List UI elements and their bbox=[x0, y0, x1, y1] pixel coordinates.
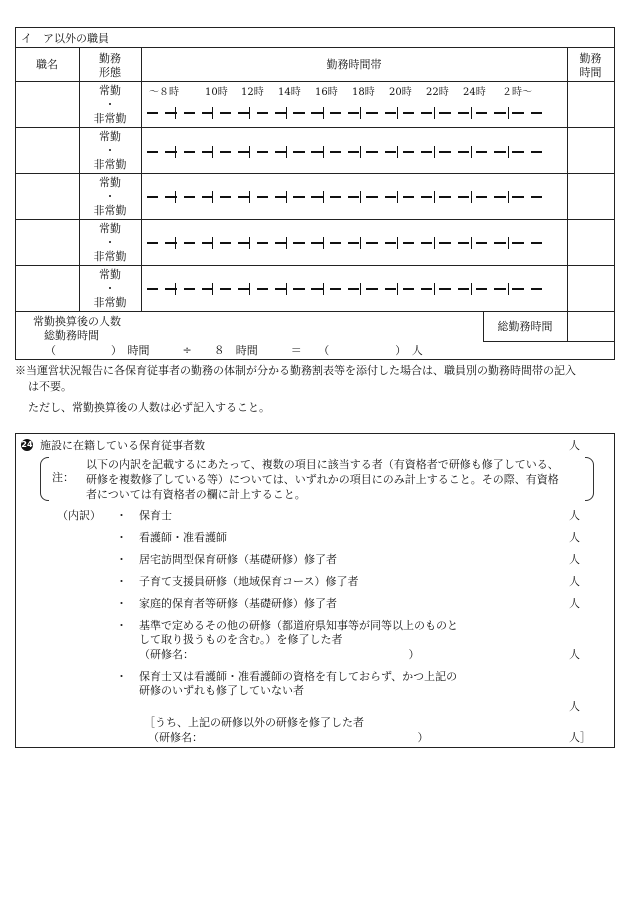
timeline-hour-tick bbox=[360, 146, 361, 158]
timeline-dash bbox=[421, 151, 432, 153]
time-label: 20時 bbox=[389, 87, 412, 98]
timeline-hour-tick bbox=[212, 146, 213, 158]
time-label: 12時 bbox=[241, 87, 264, 98]
timeline-hour-tick bbox=[175, 191, 176, 203]
timeline-dash bbox=[385, 112, 396, 114]
timeline-dash bbox=[366, 151, 377, 153]
note-bracket-left bbox=[40, 457, 49, 501]
timeline-hour-tick bbox=[360, 107, 361, 119]
timeline-dash bbox=[494, 151, 505, 153]
timeline-dash bbox=[293, 242, 304, 244]
timeline-dash bbox=[311, 151, 322, 153]
note-conversion: ただし、常勤換算後の人数は必ず記入すること。 bbox=[28, 401, 270, 414]
timeline-dash bbox=[494, 288, 505, 290]
timeline-hour-tick bbox=[397, 146, 398, 158]
timeline-hour-tick bbox=[360, 191, 361, 203]
type-full: 常勤 bbox=[99, 268, 121, 281]
timeline-dash bbox=[275, 112, 286, 114]
timeline-dash bbox=[421, 242, 432, 244]
timeline-dash bbox=[311, 112, 322, 114]
timeline-hour-tick bbox=[249, 237, 250, 249]
item-unqualified-sub-line1: ［うち、上記の研修以外の研修を修了した者 bbox=[144, 716, 364, 729]
breakdown-label: （内訳） bbox=[57, 509, 101, 522]
item-unit: 人 bbox=[569, 575, 580, 588]
timeline-dash bbox=[275, 242, 286, 244]
timeline-hour-tick bbox=[397, 283, 398, 295]
timeline-dash bbox=[476, 151, 487, 153]
type-full: 常勤 bbox=[99, 176, 121, 189]
note-attachment-cont: は不要。 bbox=[28, 380, 72, 393]
header-type-line2: 形態 bbox=[99, 66, 121, 79]
timeline-dash bbox=[348, 242, 359, 244]
timeline-dash bbox=[385, 151, 396, 153]
item-unit: 人 bbox=[569, 509, 580, 522]
timeline-dash bbox=[531, 151, 542, 153]
timeline-dash bbox=[147, 196, 158, 198]
timeline-hour-tick bbox=[212, 283, 213, 295]
timeline-dash bbox=[476, 196, 487, 198]
type-dot: ・ bbox=[104, 98, 116, 111]
item-unit: 人 bbox=[569, 700, 580, 713]
item-number-badge: 24 bbox=[21, 440, 33, 449]
item-family-childcare-training: 家庭的保育者等研修（基礎研修）修了者 bbox=[139, 597, 337, 610]
timeline-dash bbox=[458, 112, 469, 114]
timeline-dash bbox=[494, 242, 505, 244]
timeline-dash bbox=[348, 112, 359, 114]
timeline-dash bbox=[348, 151, 359, 153]
timeline-dash bbox=[348, 288, 359, 290]
timeline-dash bbox=[275, 288, 286, 290]
timeline-dash bbox=[257, 112, 268, 114]
time-band-line[interactable] bbox=[147, 106, 549, 120]
timeline-dash bbox=[512, 151, 523, 153]
timeline-dash bbox=[311, 196, 322, 198]
timeline-hour-tick bbox=[323, 237, 324, 249]
name-cell[interactable] bbox=[16, 174, 79, 219]
timeline-dash bbox=[238, 196, 249, 198]
timeline-dash bbox=[403, 196, 414, 198]
timeline-dash bbox=[293, 151, 304, 153]
hours-cell[interactable] bbox=[568, 82, 614, 127]
header-type-line1: 勤務 bbox=[99, 52, 121, 65]
timeline-dash bbox=[512, 196, 523, 198]
hours-cell[interactable] bbox=[568, 266, 614, 311]
timeline-dash bbox=[275, 196, 286, 198]
timeline-dash bbox=[385, 242, 396, 244]
timeline-dash bbox=[330, 288, 341, 290]
total-hours-label: 総勤務時間 bbox=[497, 320, 553, 333]
timeline-hour-tick bbox=[471, 283, 472, 295]
timeline-hour-tick bbox=[508, 191, 509, 203]
timeline-hour-tick bbox=[175, 146, 176, 158]
timeline-dash bbox=[458, 196, 469, 198]
timeline-hour-tick bbox=[434, 191, 435, 203]
timeline-dash bbox=[531, 112, 542, 114]
timeline-dash bbox=[330, 196, 341, 198]
timeline-hour-tick bbox=[471, 191, 472, 203]
timeline-dash bbox=[512, 242, 523, 244]
timeline-dash bbox=[421, 196, 432, 198]
type-part: 非常勤 bbox=[93, 296, 127, 309]
timeline-dash bbox=[458, 151, 469, 153]
note-label: 注： bbox=[52, 471, 74, 484]
timeline-hour-tick bbox=[212, 107, 213, 119]
item-other-training-name[interactable]: （研修名： ） bbox=[139, 648, 420, 661]
time-label: ～８時 bbox=[149, 87, 179, 98]
time-label: 10時 bbox=[205, 87, 228, 98]
timeline-dash bbox=[512, 288, 523, 290]
timeline-hour-tick bbox=[434, 237, 435, 249]
timeline-hour-tick bbox=[286, 237, 287, 249]
time-label: 24時 bbox=[463, 87, 486, 98]
timeline-dash bbox=[348, 196, 359, 198]
time-band-line[interactable] bbox=[147, 145, 549, 159]
timeline-dash bbox=[531, 196, 542, 198]
timeline-dash bbox=[458, 242, 469, 244]
timeline-dash bbox=[293, 196, 304, 198]
item-nurse: 看護師・准看護師 bbox=[139, 531, 227, 544]
timeline-dash bbox=[238, 112, 249, 114]
timeline-hour-tick bbox=[249, 107, 250, 119]
total-hours-sublabel: 総勤務時間 bbox=[44, 329, 99, 342]
time-label: 22時 bbox=[426, 87, 449, 98]
time-band-line[interactable] bbox=[147, 282, 549, 296]
note-line: 研修を複数修了している等）については、いずれかの項目にのみ計上すること。その際、有資格 bbox=[86, 473, 559, 486]
timeline-dash bbox=[275, 151, 286, 153]
type-dot: ・ bbox=[104, 190, 116, 203]
name-cell[interactable] bbox=[16, 82, 79, 127]
timeline-hour-tick bbox=[286, 191, 287, 203]
type-full: 常勤 bbox=[99, 84, 121, 97]
time-label: 16時 bbox=[315, 87, 338, 98]
timeline-dash bbox=[220, 151, 231, 153]
timeline-dash bbox=[220, 112, 231, 114]
timeline-dash bbox=[238, 151, 249, 153]
timeline-dash bbox=[439, 196, 450, 198]
note-line: 以下の内訳を記載するにあたって、複数の項目に該当する者（有資格者で研修も修了している、 bbox=[86, 458, 559, 471]
timeline-dash bbox=[439, 288, 450, 290]
timeline-dash bbox=[403, 288, 414, 290]
timeline-hour-tick bbox=[360, 237, 361, 249]
type-part: 非常勤 bbox=[93, 250, 127, 263]
timeline-hour-tick bbox=[508, 146, 509, 158]
bullet: ・ bbox=[116, 575, 127, 588]
timeline-hour-tick bbox=[471, 107, 472, 119]
timeline-dash bbox=[439, 242, 450, 244]
timeline-dash bbox=[257, 151, 268, 153]
timeline-dash bbox=[531, 288, 542, 290]
bullet: ・ bbox=[116, 670, 127, 683]
timeline-dash bbox=[220, 196, 231, 198]
hours-cell[interactable] bbox=[568, 128, 614, 173]
timeline-dash bbox=[476, 112, 487, 114]
timeline-hour-tick bbox=[323, 146, 324, 158]
hours-cell[interactable] bbox=[568, 174, 614, 219]
timeline-dash bbox=[531, 242, 542, 244]
timeline-dash bbox=[330, 151, 341, 153]
timeline-hour-tick bbox=[508, 107, 509, 119]
item-childcare-worker: 保育士 bbox=[139, 509, 172, 522]
timeline-hour-tick bbox=[508, 283, 509, 295]
header-time-band: 勤務時間帯 bbox=[326, 58, 382, 71]
timeline-hour-tick bbox=[175, 237, 176, 249]
type-full: 常勤 bbox=[99, 130, 121, 143]
bullet: ・ bbox=[116, 597, 127, 610]
type-dot: ・ bbox=[104, 282, 116, 295]
time-label: ２時～ bbox=[502, 87, 532, 98]
bullet: ・ bbox=[116, 509, 127, 522]
section-title: イ ア以外の職員 bbox=[21, 32, 109, 45]
note-bracket-right bbox=[585, 457, 594, 501]
timeline-hour-tick bbox=[323, 107, 324, 119]
item-unit: 人 bbox=[569, 648, 580, 661]
timeline-hour-tick bbox=[249, 283, 250, 295]
timeline-dash bbox=[220, 288, 231, 290]
timeline-dash bbox=[385, 288, 396, 290]
time-band-line[interactable] bbox=[147, 190, 549, 204]
timeline-dash bbox=[293, 112, 304, 114]
timeline-dash bbox=[476, 242, 487, 244]
item-other-training-line2: して取り扱うものを含む。）を修了した者 bbox=[139, 633, 343, 646]
timeline-dash bbox=[147, 151, 158, 153]
timeline-hour-tick bbox=[212, 191, 213, 203]
timeline-dash bbox=[366, 196, 377, 198]
timeline-dash bbox=[330, 112, 341, 114]
timeline-dash bbox=[439, 112, 450, 114]
timeline-dash bbox=[238, 242, 249, 244]
timeline-hour-tick bbox=[323, 191, 324, 203]
timeline-dash bbox=[403, 151, 414, 153]
name-cell[interactable] bbox=[16, 220, 79, 265]
timeline-dash bbox=[494, 196, 505, 198]
timeline-hour-tick bbox=[471, 237, 472, 249]
hours-cell[interactable] bbox=[568, 220, 614, 265]
item-support-worker-training: 子育て支援員研修（地域保育コース）修了者 bbox=[139, 575, 359, 588]
timeline-hour-tick bbox=[508, 237, 509, 249]
timeline-dash bbox=[366, 112, 377, 114]
item-unqualified-line1: 保育士又は看護師・准看護師の資格を有しておらず、かつ上記の bbox=[139, 670, 458, 683]
timeline-dash bbox=[147, 242, 158, 244]
time-label: 18時 bbox=[352, 87, 375, 98]
name-cell[interactable] bbox=[16, 266, 79, 311]
timeline-dash bbox=[147, 112, 158, 114]
timeline-hour-tick bbox=[175, 283, 176, 295]
item-unit: 人 bbox=[569, 597, 580, 610]
type-part: 非常勤 bbox=[93, 204, 127, 217]
timeline-dash bbox=[512, 112, 523, 114]
timeline-dash bbox=[439, 151, 450, 153]
time-label: 14時 bbox=[278, 87, 301, 98]
timeline-dash bbox=[366, 288, 377, 290]
timeline-hour-tick bbox=[286, 107, 287, 119]
time-band-line[interactable] bbox=[147, 236, 549, 250]
header-hours-line1: 勤務 bbox=[579, 52, 602, 65]
timeline-hour-tick bbox=[434, 146, 435, 158]
timeline-dash bbox=[184, 196, 195, 198]
timeline-dash bbox=[184, 151, 195, 153]
timeline-dash bbox=[184, 288, 195, 290]
timeline-hour-tick bbox=[397, 237, 398, 249]
type-dot: ・ bbox=[104, 236, 116, 249]
timeline-dash bbox=[184, 242, 195, 244]
timeline-hour-tick bbox=[397, 191, 398, 203]
timeline-dash bbox=[311, 288, 322, 290]
timeline-dash bbox=[257, 196, 268, 198]
conversion-label: 常勤換算後の人数 bbox=[33, 315, 121, 328]
timeline-hour-tick bbox=[360, 283, 361, 295]
timeline-dash bbox=[238, 288, 249, 290]
timeline-hour-tick bbox=[212, 237, 213, 249]
timeline-hour-tick bbox=[471, 146, 472, 158]
bullet: ・ bbox=[116, 531, 127, 544]
name-cell[interactable] bbox=[16, 128, 79, 173]
timeline-dash bbox=[293, 288, 304, 290]
timeline-dash bbox=[147, 288, 158, 290]
timeline-hour-tick bbox=[434, 107, 435, 119]
type-full: 常勤 bbox=[99, 222, 121, 235]
timeline-dash bbox=[220, 242, 231, 244]
item-unqualified-sub-name[interactable]: （研修名： ） bbox=[148, 731, 429, 744]
item-unit: 人 bbox=[569, 553, 580, 566]
note-line: 者については有資格者の欄に計上すること。 bbox=[86, 488, 306, 501]
timeline-dash bbox=[458, 288, 469, 290]
staff-count-unit: 人 bbox=[569, 439, 580, 452]
timeline-dash bbox=[421, 112, 432, 114]
conversion-formula: （ ） 時間 ÷ ８ 時間 ＝ （ ） 人 bbox=[45, 344, 423, 357]
timeline-dash bbox=[184, 112, 195, 114]
bullet: ・ bbox=[116, 553, 127, 566]
item-home-visit-training: 居宅訪問型保育研修（基礎研修）修了者 bbox=[139, 553, 337, 566]
timeline-hour-tick bbox=[434, 283, 435, 295]
timeline-dash bbox=[421, 288, 432, 290]
timeline-dash bbox=[476, 288, 487, 290]
note-attachment: ※当運営状況報告に各保育従事者の勤務の体制が分かる勤務割表等を添付した場合は、職員別の勤務時間帯の記入 bbox=[15, 364, 576, 377]
timeline-dash bbox=[494, 112, 505, 114]
timeline-hour-tick bbox=[175, 107, 176, 119]
timeline-dash bbox=[403, 242, 414, 244]
type-dot: ・ bbox=[104, 144, 116, 157]
timeline-dash bbox=[366, 242, 377, 244]
item-unqualified-line2: 研修のいずれも修了していない者 bbox=[139, 684, 304, 697]
timeline-dash bbox=[385, 196, 396, 198]
timeline-hour-tick bbox=[286, 283, 287, 295]
timeline-dash bbox=[257, 288, 268, 290]
staff-count-title: 施設に在籍している保育従事者数 bbox=[40, 439, 205, 452]
item-unit: 人］ bbox=[569, 731, 591, 744]
header-name: 職名 bbox=[36, 58, 58, 71]
timeline-hour-tick bbox=[249, 191, 250, 203]
timeline-dash bbox=[403, 112, 414, 114]
total-hours-field[interactable] bbox=[568, 312, 614, 341]
timeline-dash bbox=[257, 242, 268, 244]
item-unit: 人 bbox=[569, 531, 580, 544]
bullet: ・ bbox=[116, 619, 127, 632]
timeline-dash bbox=[311, 242, 322, 244]
timeline-hour-tick bbox=[249, 146, 250, 158]
type-part: 非常勤 bbox=[93, 158, 127, 171]
timeline-hour-tick bbox=[397, 107, 398, 119]
timeline-dash bbox=[330, 242, 341, 244]
item-other-training-line1: 基準で定めるその他の研修（都道府県知事等が同等以上のものと bbox=[139, 619, 458, 632]
header-hours-line2: 時間 bbox=[579, 66, 602, 79]
timeline-hour-tick bbox=[323, 283, 324, 295]
timeline-hour-tick bbox=[286, 146, 287, 158]
type-part: 非常勤 bbox=[93, 112, 127, 125]
